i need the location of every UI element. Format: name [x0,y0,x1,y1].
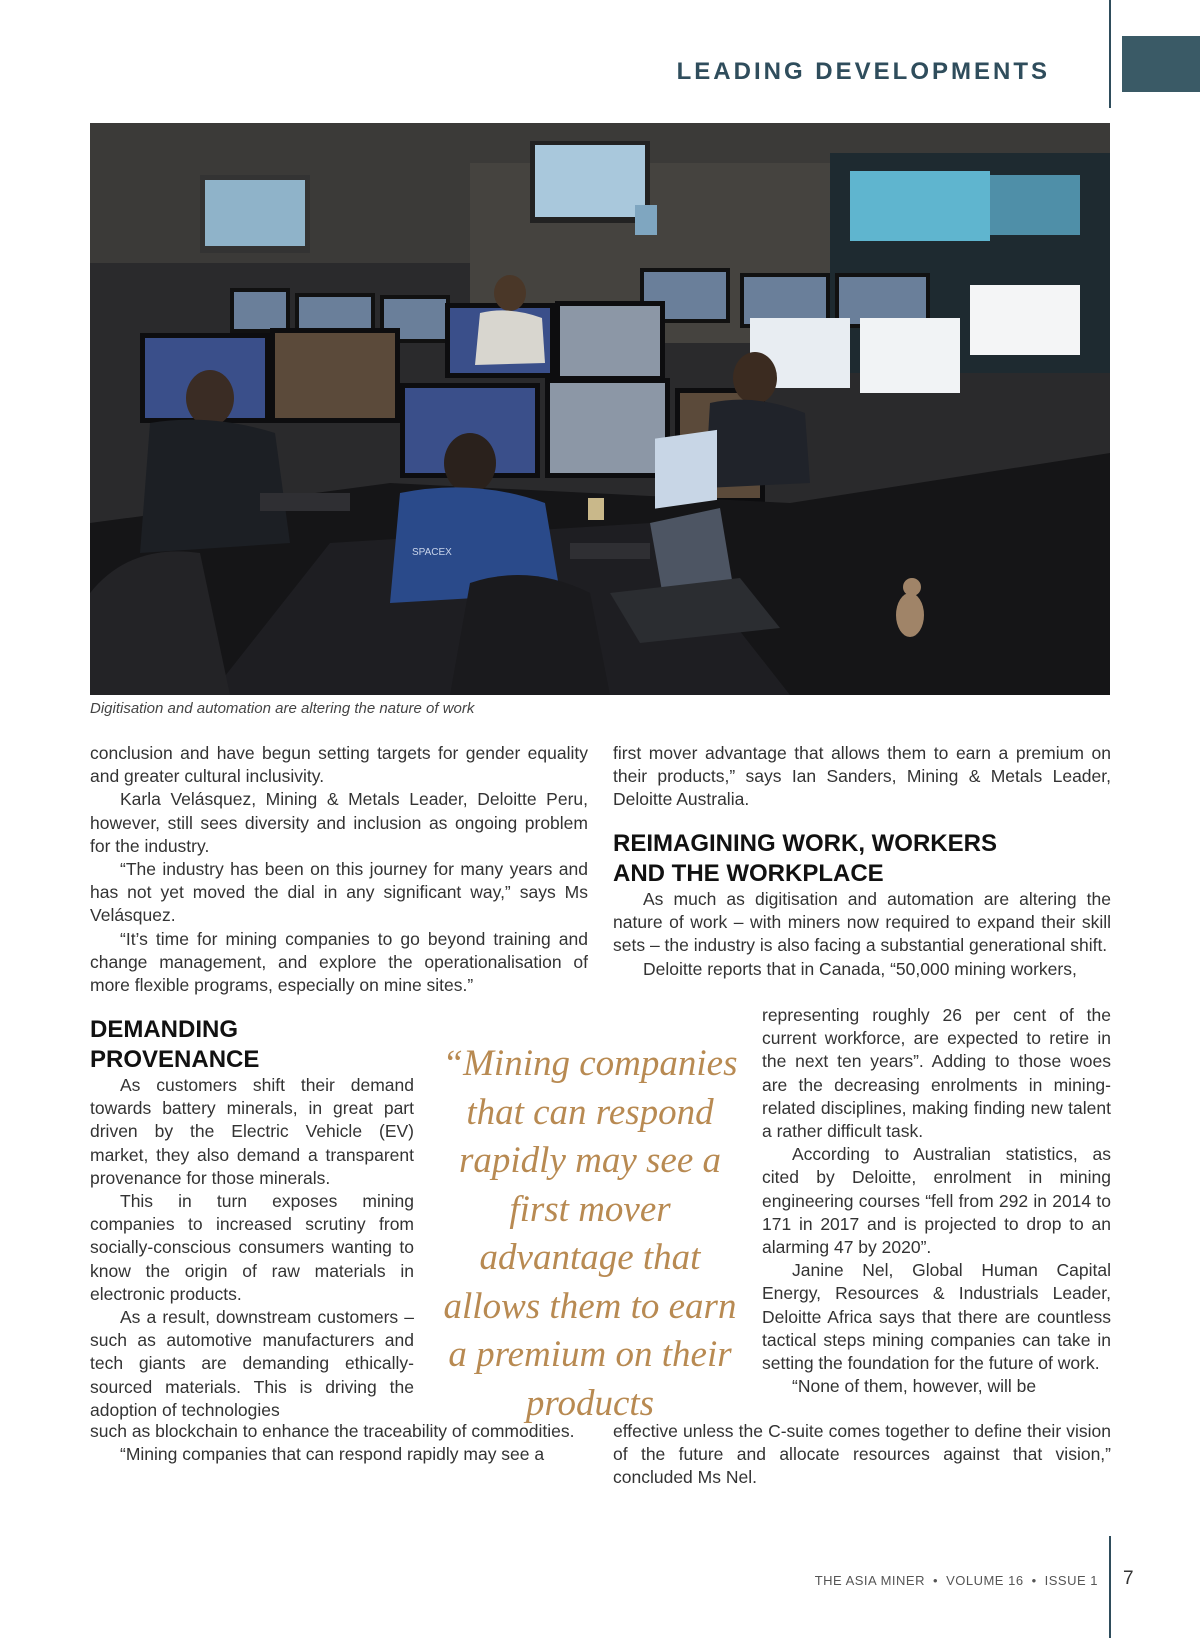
paragraph: “Mining companies that can respond rapidly may see a [120,1444,545,1465]
header-color-block [1122,36,1200,92]
heading-line: PROVENANCE [90,1046,260,1073]
right-column-top [613,742,1111,812]
demanding-body [90,1074,414,1422]
paragraph: According to Australian statistics, as cited by Deloitte, enrolment in mining engineering courses “fell from 292 in 2014 to 171 in 2017 and is projected to drop to an alarming 47 by 2020”. [762,1144,1111,1258]
paragraph: effective unless the C-suite comes together to define their vision of the future and allocate resources against that vision,” concluded Ms Nel. [613,1421,1111,1488]
right-column-narrow [762,1004,1111,1398]
paragraph: As customers shift their demand towards battery minerals, in great part driven by the Electric Vehicle (EV) market, they also demand a transparent provenance for those minerals. [90,1075,414,1188]
issue-label: ISSUE [1044,1573,1087,1588]
heading-line: AND THE WORKPLACE [613,860,884,887]
paragraph: such as blockchain to enhance the traceability of commodities. [90,1421,575,1441]
pull-quote: “Mining companies that can respond rapidly may see a first mover advantage that allows them to earn a premium on their products [442,1043,738,1424]
paragraph: As much as digitisation and automation are altering the nature of work – with miners now required to expand their skill sets – the industry is also facing a substantial generational shift. [613,889,1111,956]
paragraph: representing roughly 26 per cent of the current workforce, are expected to retire in the next ten years”. Adding to those woes are the decreasing enrolments in mining-related disciplines, making finding new talent a rather difficult task. [762,1005,1111,1142]
section-heading-reimagining [613,829,1111,889]
volume-label: VOLUME [946,1573,1004,1588]
footer-publication-info [815,1573,1098,1588]
page-number: 7 [1123,1568,1134,1589]
paragraph: “None of them, however, will be [792,1376,1037,1397]
paragraph: Deloitte reports that in Canada, “50,000 mining workers, [643,958,1077,979]
paragraph: As a result, downstream customers – such as automotive manufacturers and tech giants are demanding ethically-sourced materials. This is driving the adoption of technologies [90,1307,414,1420]
heading-line: DEMANDING [90,1016,238,1043]
paragraph: Karla Velásquez, Mining & Metals Leader, Deloitte Peru, however, still sees diversity and inclusion as ongoing problem for the industry. [90,789,588,856]
paragraph: conclusion and have begun setting targets for gender equality and greater cultural inclusivity. [90,743,588,787]
paragraph: first mover advantage that allows them to earn a premium on their products,” says Ian Sanders, Mining & Metals Leader, Deloitte Australia. [613,743,1111,810]
heading-line: REIMAGINING WORK, WORKERS [613,830,997,857]
left-column-top [90,742,588,997]
header-divider [1109,0,1111,108]
bullet-separator: • [1031,1573,1037,1588]
control-room-photo [90,123,1110,695]
right-column-bottom [613,1420,1111,1490]
issue-number: 1 [1090,1573,1098,1588]
reimagining-body [613,888,1111,981]
footer-divider [1109,1536,1111,1638]
bullet-separator: • [933,1573,939,1588]
paragraph: Janine Nel, Global Human Capital Energy, Resources & Industrials Leader, Deloitte Africa says that there are countless tactical steps mining companies can take in setting the foundation for the future of work. [762,1260,1111,1374]
paragraph: “It’s time for mining companies to go beyond training and change management, and explore the operationalisation of more flexible programs, especially on mine sites.” [90,928,588,996]
section-heading-demanding [90,1015,410,1075]
paragraph: “The industry has been on this journey for many years and has not yet moved the dial in any significant way,” says Ms Velásquez. [90,859,588,926]
section-title: LEADING DEVELOPMENTS [676,58,1050,85]
jacket-text: SPACEX [412,547,452,558]
publication-name: THE ASIA MINER [814,1573,925,1588]
paragraph: This in turn exposes mining companies to increased scrutiny from socially-conscious consumers wanting to know the origin of raw materials in electronic products. [90,1191,414,1304]
photo-caption: Digitisation and automation are altering the nature of work [90,700,475,717]
volume-number: 16 [1008,1573,1024,1588]
